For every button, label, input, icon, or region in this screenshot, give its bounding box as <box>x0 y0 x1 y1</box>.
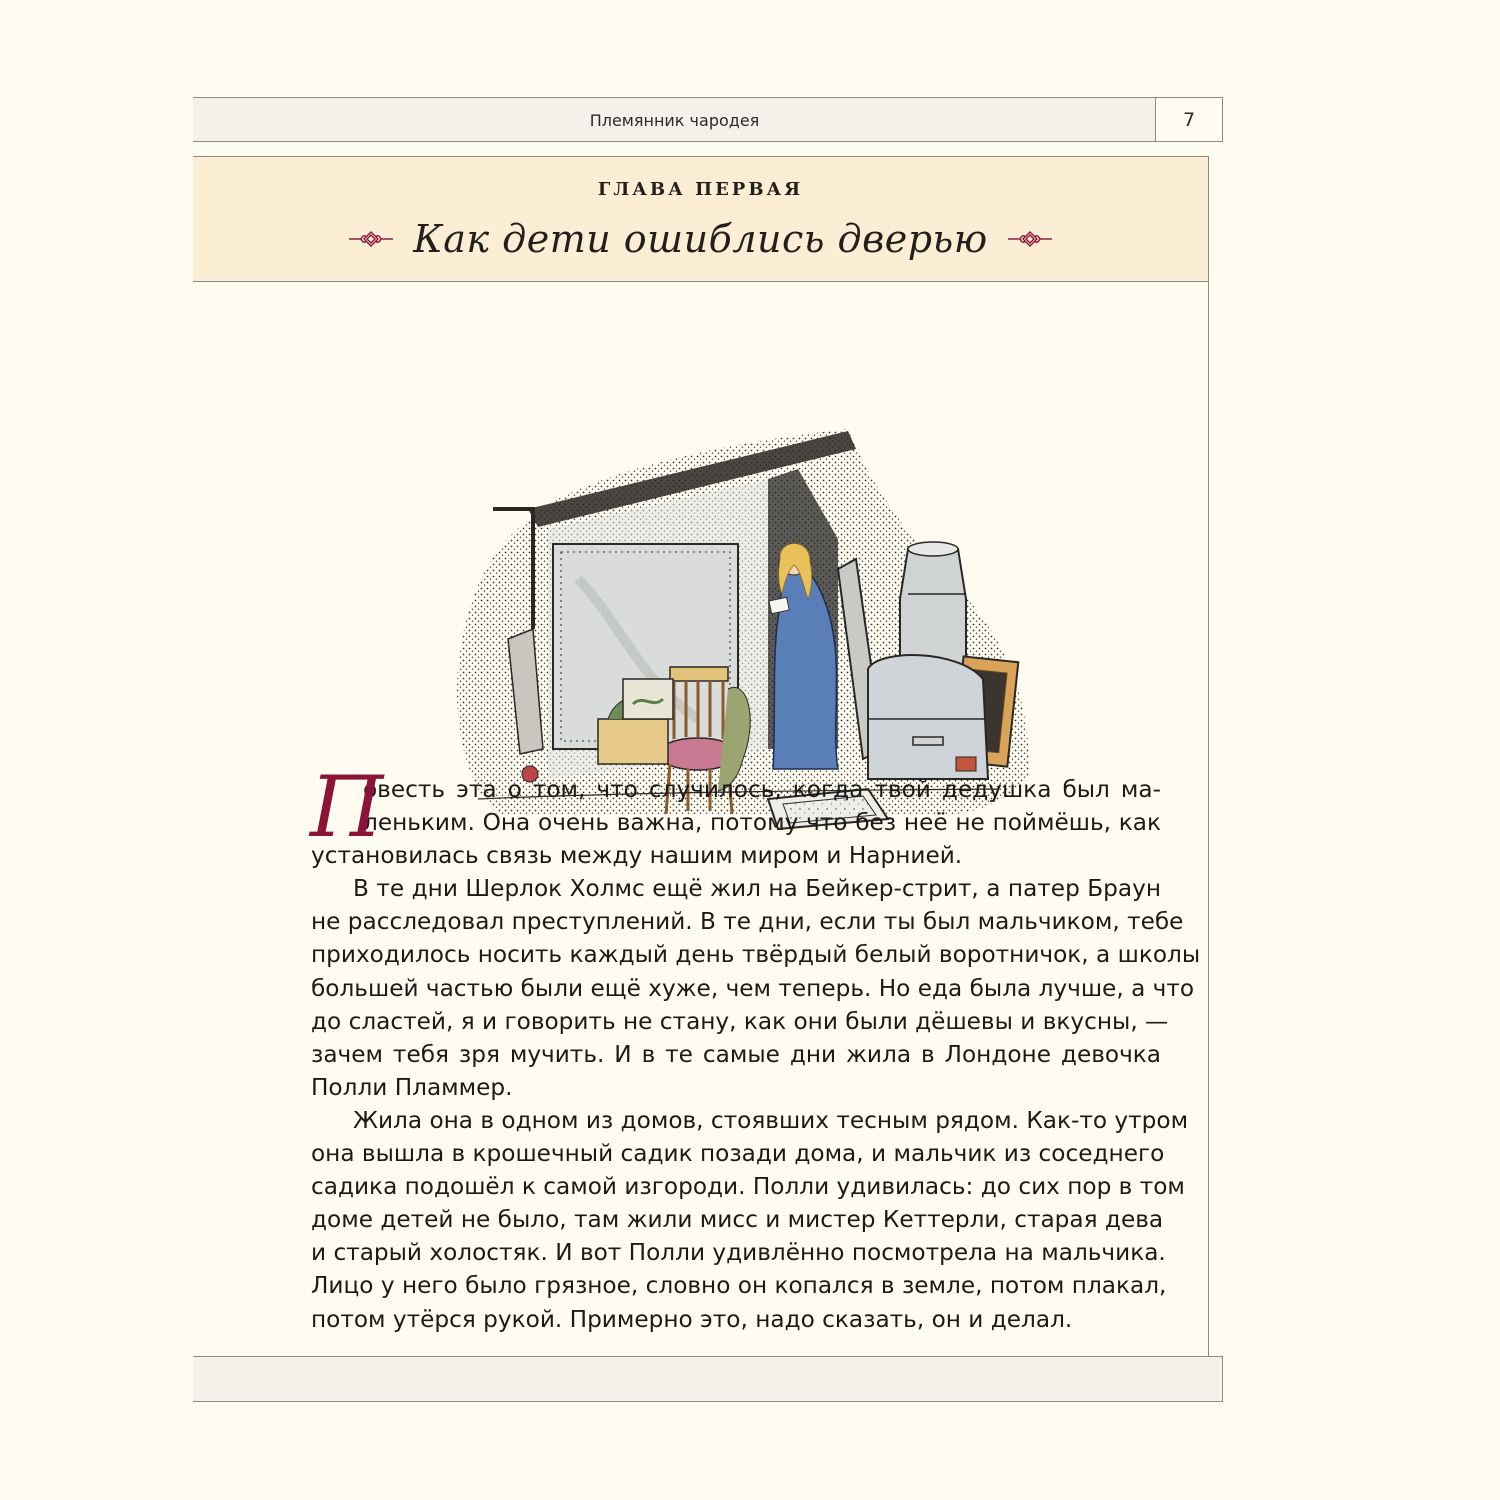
paragraph-3 <box>311 1104 1189 1336</box>
chapter-label: ГЛАВА ПЕРВАЯ <box>597 179 804 200</box>
paragraph-2 <box>311 872 1201 1104</box>
text-line: Полли Пламмер. <box>311 1073 513 1101</box>
text-line: леньким. Она очень важна, потому что без неё не поймёшь, как <box>363 809 1161 837</box>
text-line: овесть эта о том, что случилось, когда твой дедушка был ма- <box>363 776 1161 803</box>
text-line: не расследовал преступлений. В те дни, если ты был мальчиком, тебе <box>311 908 1184 936</box>
running-title: Племянник чародея <box>589 111 760 130</box>
text-line: Лицо у него было грязное, словно он копался в земле, потом плакал, <box>311 1272 1167 1300</box>
text-line: потом утёрся рукой. Примерно это, надо сказать, он и делал. <box>311 1305 1073 1333</box>
paragraph-1 <box>310 758 1161 872</box>
text-line: большей частью были ещё хуже, чем теперь. Но еда была лучше, а что <box>311 974 1195 1002</box>
running-header <box>193 97 1223 142</box>
right-ornament-icon <box>1006 230 1054 248</box>
text-line: доме детей не было, там жили мисс и мистер Кеттерли, старая дева <box>311 1206 1164 1234</box>
text-line: Жила она в одном из домов, стоявших тесным рядом. Как-то утром <box>353 1106 1189 1134</box>
text-line: до сластей, я и говорить не стану, как они были дёшевы и вкусны, — <box>311 1007 1169 1035</box>
text-line: В те дни Шерлок Холмс ещё жил на Бейкер-стрит, а патер Браун <box>353 875 1161 903</box>
text-line: она вышла в крошечный садик позади дома, и мальчик из соседнего <box>311 1140 1165 1168</box>
text-line: установилась связь между нашим миром и Нарнией. <box>311 842 963 870</box>
content-frame <box>193 156 1209 1402</box>
left-ornament-icon <box>347 230 395 248</box>
chapter-text <box>310 758 1201 1336</box>
chapter-title: Как дети ошиблись дверью <box>413 217 988 261</box>
chapter-title-row <box>193 211 1208 267</box>
chapter-heading <box>193 157 1208 282</box>
footer-bar <box>193 1356 1223 1402</box>
text-line: садика подошёл к самой изгороди. Полли удивилась: до сих пор в том <box>311 1173 1185 1201</box>
page-number: 7 <box>1155 97 1223 142</box>
text-line: приходилось носить каждый день твёрдый белый воротничок, а школы <box>311 941 1201 969</box>
text-line: зачем тебя зря мучить. И в те самые дни жила в Лондоне девочка <box>311 1040 1161 1068</box>
drop-cap: П <box>310 758 384 856</box>
page-sheet <box>193 97 1224 1402</box>
text-line: и старый холостяк. И вот Полли удивлённо посмотрела на мальчика. <box>311 1239 1166 1267</box>
